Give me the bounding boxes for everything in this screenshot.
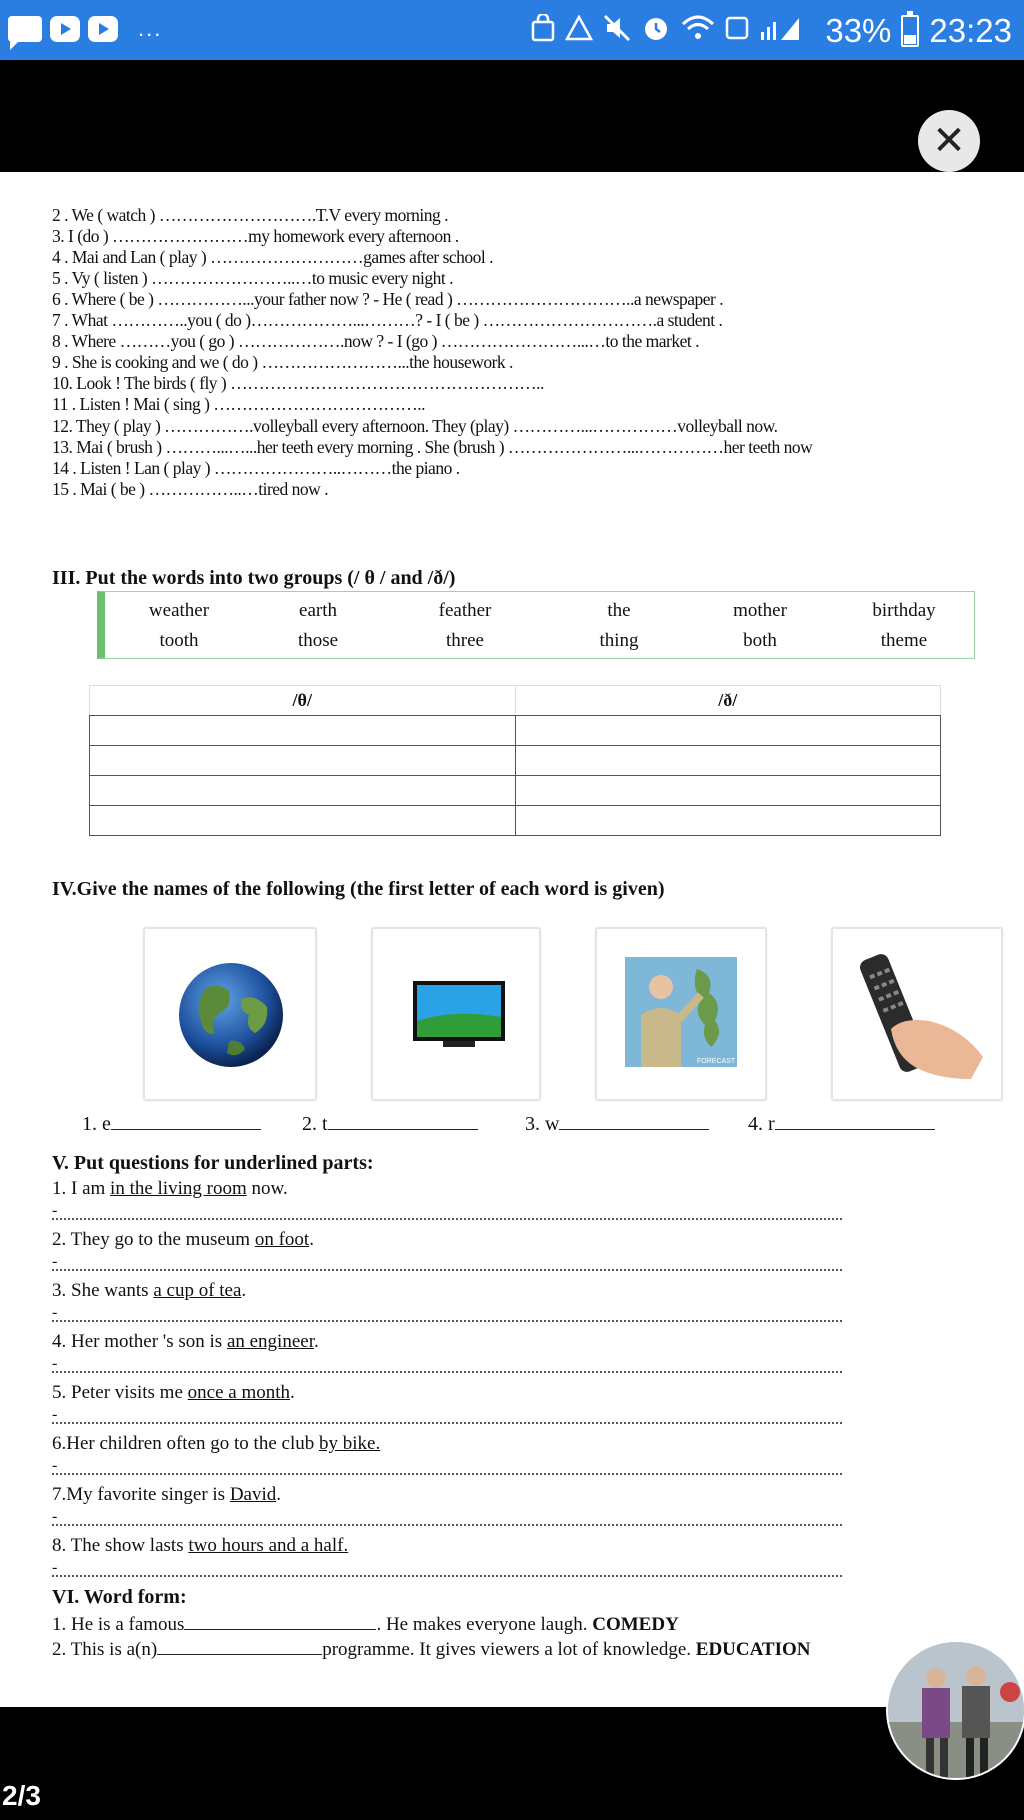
- clock: 23:23: [929, 12, 1012, 49]
- remote-control-image: [832, 928, 1002, 1100]
- exercise-line: 5 . Vy ( listen ) ……………………..…to music every night .: [52, 268, 453, 288]
- wifi-icon: [681, 14, 715, 49]
- table-cell[interactable]: [515, 806, 941, 836]
- exercise-line: 7 . What …………..you ( do )………………...………? - I ( be ) ………………………….a student .: [52, 310, 723, 330]
- status-right-icons: [531, 12, 1012, 50]
- answer-dash: -: [52, 1457, 58, 1474]
- worksheet-page: [0, 172, 1024, 1707]
- answer-4: 4. r: [748, 1112, 935, 1136]
- status-left-icons: [8, 16, 162, 42]
- question-6: 6.Her children often go to the club by bike.: [52, 1433, 381, 1454]
- word-form-blank[interactable]: [184, 1612, 376, 1630]
- image-viewer-header: [0, 60, 1024, 172]
- exercise-line: 10. Look ! The birds ( fly ) ………………………………………………..: [52, 373, 544, 393]
- answer-dash: -: [52, 1355, 58, 1372]
- question-2: 2. They go to the museum on foot.: [52, 1229, 314, 1250]
- answer-dash: -: [52, 1406, 58, 1423]
- answer-dash: -: [52, 1508, 58, 1525]
- exercise-line: 14 . Listen ! Lan ( play ) …………………..………the piano .: [52, 458, 460, 478]
- exercise-line: 12. They ( play ) …………….volleyball every afternoon. They (play) …………...……………volleyball now.: [52, 416, 778, 436]
- answer-dash: -: [52, 1559, 58, 1576]
- question-8: 8. The show lasts two hours and a half.: [52, 1535, 349, 1556]
- youtube-icon: [88, 16, 118, 42]
- answer-blank[interactable]: [775, 1112, 935, 1130]
- answer-line[interactable]: [52, 1371, 842, 1373]
- header-theta: /θ/: [90, 686, 516, 716]
- answer-dash: -: [52, 1253, 58, 1270]
- question-5: 5. Peter visits me once a month.: [52, 1382, 295, 1403]
- weatherman-image: [596, 928, 766, 1100]
- word: thing: [599, 630, 639, 651]
- section-6-heading: VI. Word form:: [52, 1586, 187, 1608]
- exercise-line: 11 . Listen ! Mai ( sing ) ………………………………..: [52, 394, 426, 414]
- table-cell[interactable]: [515, 776, 941, 806]
- question-1: 1. I am in the living room now.: [52, 1178, 288, 1199]
- answer-line[interactable]: [52, 1218, 842, 1220]
- table-cell[interactable]: [90, 806, 516, 836]
- word: birthday: [872, 600, 936, 621]
- section-4-heading: IV.Give the names of the following (the first letter of each word is given): [52, 878, 665, 900]
- warning-icon: [565, 15, 593, 48]
- answer-3: 3. w: [525, 1112, 709, 1136]
- exercise-line: 13. Mai ( brush ) ………...…...her teeth every morning . She (brush ) …………………...……………her teeth now: [52, 437, 813, 457]
- answer-blank[interactable]: [328, 1112, 478, 1130]
- answer-line[interactable]: [52, 1269, 842, 1271]
- word: earth: [299, 600, 337, 621]
- exercise-line: 6 . Where ( be ) ……………...your father now ? - He ( read ) …………………………..a newspaper .: [52, 289, 724, 309]
- word: the: [607, 600, 631, 621]
- word-bank: [97, 591, 975, 659]
- signal-icon: [759, 14, 815, 49]
- hd-icon: [725, 14, 749, 49]
- answer-1: 1. e: [82, 1112, 261, 1136]
- answer-blank[interactable]: [559, 1112, 709, 1130]
- exercise-line: 4 . Mai and Lan ( play ) ………………………games after school .: [52, 247, 494, 267]
- section-5-heading: V. Put questions for underlined parts:: [52, 1152, 374, 1174]
- chat-icon: [8, 16, 42, 42]
- word: mother: [733, 600, 787, 621]
- page-indicator: 2/3: [2, 1780, 41, 1811]
- phoneme-table: [89, 685, 941, 836]
- exercise-line: 2 . We ( watch ) ……………………….T.V every morning .: [52, 205, 449, 225]
- word: feather: [438, 600, 492, 621]
- table-cell[interactable]: [90, 716, 516, 746]
- youtube-icon: [50, 16, 80, 42]
- tv-image: [372, 928, 540, 1100]
- answer-line[interactable]: [52, 1320, 842, 1322]
- answer-line[interactable]: [52, 1524, 842, 1526]
- word-form-1: 1. He is a famous . He makes everyone laugh. COMEDY: [52, 1614, 679, 1635]
- word: three: [446, 630, 484, 651]
- exercise-line: 9 . She is cooking and we ( do ) ……………………...the housework .: [52, 352, 513, 372]
- word: both: [743, 630, 777, 651]
- answer-line[interactable]: [52, 1575, 842, 1577]
- exercise-line: 15 . Mai ( be ) ……………..…tired now .: [52, 479, 329, 499]
- close-button[interactable]: ✕: [918, 110, 980, 172]
- word-form-2: 2. This is a(n) programme. It gives viewers a lot of knowledge. EDUCATION: [52, 1639, 811, 1660]
- answer-line[interactable]: [52, 1473, 842, 1475]
- header-eth: /ð/: [515, 686, 941, 716]
- battery-fill: [904, 35, 916, 44]
- answer-dash: -: [52, 1202, 58, 1219]
- table-cell[interactable]: [90, 746, 516, 776]
- answer-2: 2. t: [302, 1112, 478, 1136]
- mute-icon: [603, 14, 631, 49]
- forecast-logo: FORECAST: [697, 1058, 736, 1065]
- answer-dash: -: [52, 1304, 58, 1321]
- word-form-blank[interactable]: [157, 1637, 322, 1655]
- section-3-heading: III. Put the words into two groups (/ θ / and /ð/): [52, 567, 456, 589]
- answer-blank[interactable]: [111, 1112, 261, 1130]
- word: those: [297, 630, 339, 651]
- word: theme: [880, 630, 928, 651]
- word: weather: [148, 600, 210, 621]
- question-7: 7.My favorite singer is David.: [52, 1484, 282, 1505]
- battery-percent: 33%: [825, 12, 892, 49]
- more-notifications-icon: ...: [138, 16, 163, 41]
- status-bar: [0, 0, 1024, 60]
- answer-line[interactable]: [52, 1422, 842, 1424]
- exercise-line: 8 . Where ………you ( go ) ……………….now ? - I (go ) ……………………...…to the market .: [52, 331, 700, 351]
- table-cell[interactable]: [515, 746, 941, 776]
- earth-image: [144, 928, 316, 1100]
- exercise-line: 3. I (do ) ……………………my homework every afternoon .: [52, 226, 459, 246]
- alarm-icon: [641, 13, 671, 50]
- battery-icon: [901, 15, 919, 47]
- locked-image-icon: [531, 14, 555, 49]
- chat-head-avatar[interactable]: [886, 1640, 1024, 1780]
- table-cell[interactable]: [515, 716, 941, 746]
- question-4: 4. Her mother 's son is an engineer.: [52, 1331, 319, 1352]
- question-3: 3. She wants a cup of tea.: [52, 1280, 247, 1301]
- word: tooth: [159, 630, 199, 651]
- table-cell[interactable]: [90, 776, 516, 806]
